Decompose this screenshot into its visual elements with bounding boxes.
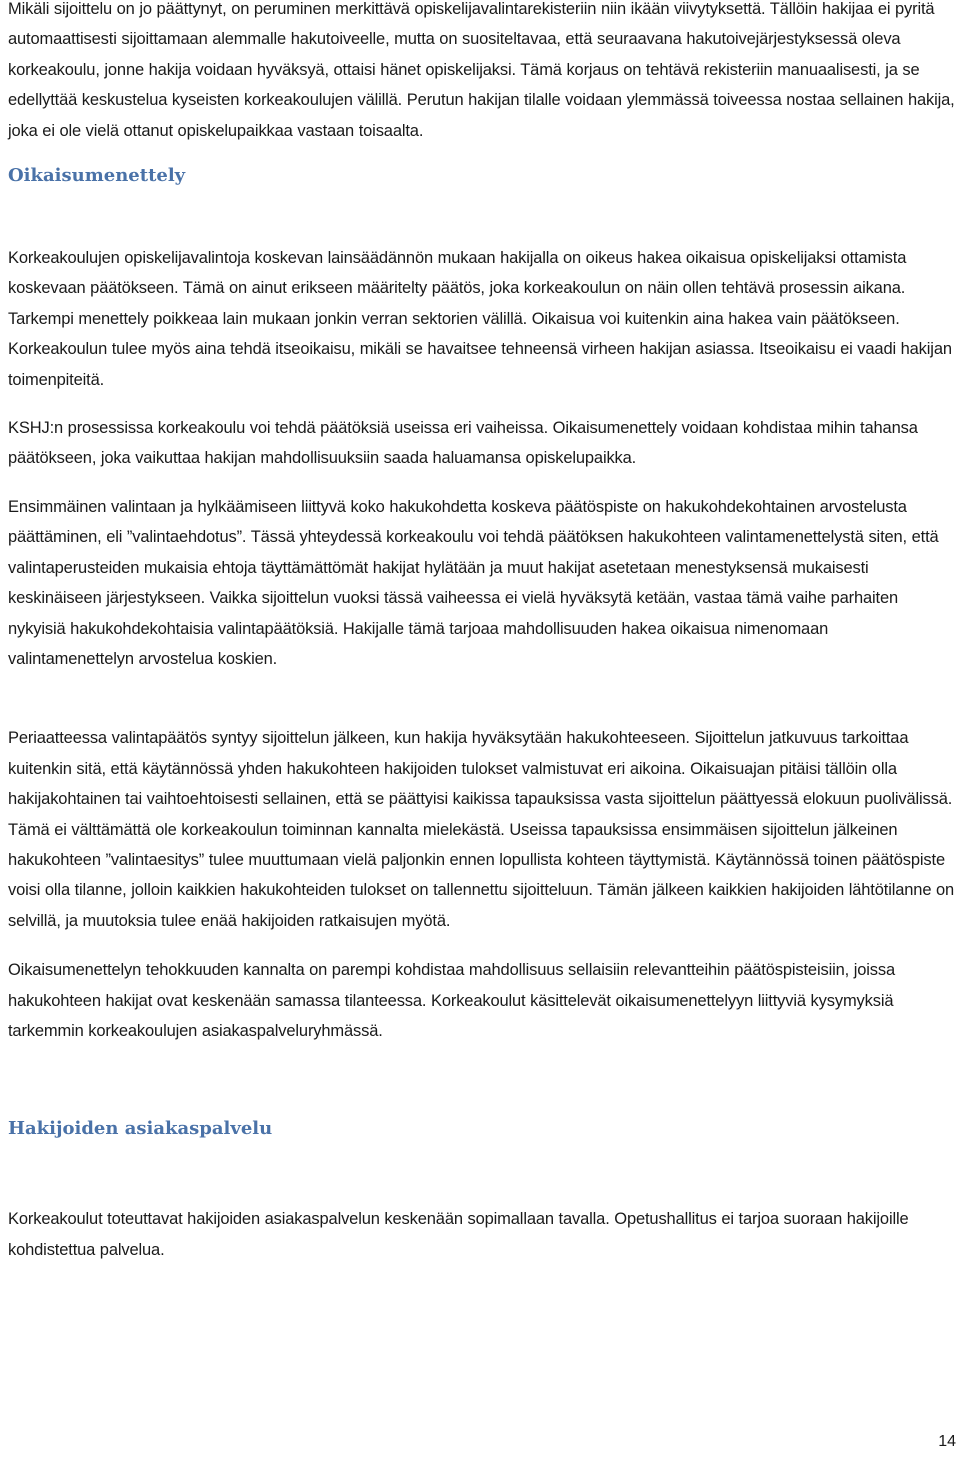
paragraph-oikaisu-legislation: Korkeakoulujen opiskelijavalintoja koskevan lainsäädännön mukaan hakijalla on oikeus hakea oikaisua opiskelijaksi ottamista koskevaan päätökseen. Tämä on ainut erikseen määritelty päätös, joka korkeakoulun on näin ollen tehtävä prosessin aikana. Tarkempi menettely poikkeaa lain mukaan jonkin verran sektorien välillä. Oikaisua voi kuitenkin aina hakea vain päätökseen. Korkeakoulun tulee myös aina tehdä itseoikaisu, mikäli se havaitsee tehneensä virheen hakijan asiassa. Itseoikaisu ei vaadi hakijan toimenpiteitä. <box>8 249 952 389</box>
document-page <box>8 0 958 1265</box>
paragraph-asiakaspalvelu: Korkeakoulut toteuttavat hakijoiden asiakaspalvelun keskenään sopimallaan tavalla. Opetushallitus ei tarjoa suoraan hakijoille kohdistettua palvelua. <box>8 1210 909 1259</box>
page-number: 14 <box>938 1433 956 1450</box>
paragraph-intro: Mikäli sijoittelu on jo päättynyt, on peruminen merkittävä opiskelijavalintarekisteriin niin ikään viivytyksettä. Tällöin hakijaa ei pyritä automaattisesti sijoittamaan alemmalle hakutoiveelle, mutta on suositeltavaa, että seuraavana hakutoivejärjestyksessä oleva korkeakoulu, jonne hakija voidaan hyväksyä, ottaisi hänet opiskelijaksi. Tämä korjaus on tehtävä rekisteriin manuaalisesti, ja se edellyttää keskustelua kyseisten korkeakoulujen välillä. Perutun hakijan tilalle voidaan ylemmässä toiveessa nostaa sellainen hakija, joka ei ole vielä ottanut opiskelupaikkaa vastaan toisaalta. <box>8 0 955 140</box>
paragraph-oikaisu-first-decision: Ensimmäinen valintaan ja hylkäämiseen liittyvä koko hakukohdetta koskeva päätöspiste on hakukohdekohtainen arvostelusta päättäminen, eli ”valintaehdotus”. Tässä yhteydessä korkeakoulu voi tehdä päätöksen hakukohteen valintamenettelystä siten, että valintaperusteiden mukaisia ehtoja täyttämättömät hakijat hylätään ja muut hakijat asetetaan menestyksensä mukaisesti keskinäiseen järjestykseen. Vaikka sijoittelun vuoksi tässä vaiheessa ei vielä hyväksytä ketään, vastaa tämä vaihe parhaiten nykyisiä hakukohdekohtaisia valintapäätöksiä. Hakijalle tämä tarjoaa mahdollisuuden hakea oikaisua nimenomaan valintamenettelyn arvostelua koskien. <box>8 497 939 668</box>
paragraph-oikaisu-kshj: KSHJ:n prosessissa korkeakoulu voi tehdä päätöksiä useissa eri vaiheissa. Oikaisumenettely voidaan kohdistaa mihin tahansa päätökseen, joka vaikuttaa hakijan mahdollisuuksiin saada haluamansa opiskelupaikka. <box>8 419 918 468</box>
heading-hakijoiden-asiakaspalvelu: Hakijoiden asiakaspalvelu <box>8 1118 273 1140</box>
paragraph-oikaisu-efficiency: Oikaisumenettelyn tehokkuuden kannalta on parempi kohdistaa mahdollisuus sellaisiin relevantteihin päätöspisteisiin, joissa hakukohteen hakijat ovat keskenään samassa tilanteessa. Korkeakoulut käsittelevät oikaisumenettelyyn liittyviä kysymyksiä tarkemmin korkeakoulujen asiakaspalveluryhmässä. <box>8 961 895 1040</box>
paragraph-oikaisu-principle: Periaatteessa valintapäätös syntyy sijoittelun jälkeen, kun hakija hyväksytään hakukohteeseen. Sijoittelun jatkuvuus tarkoittaa kuitenkin sitä, että käytännössä yhden hakukohteen hakijoiden tulokset valmistuvat eri aikoina. Oikaisuajan pitäisi tällöin olla hakijakohtainen tai vaihtoehtoisesti sellainen, että se päättyisi kaikissa tapauksissa vasta sijoittelun päättyessä elokuun puolivälissä. Tämä ei välttämättä ole korkeakoulun toiminnan kannalta mielekästä. Useissa tapauksissa ensimmäisen sijoittelun jälkeinen hakukohteen ”valintaesitys” tulee muuttumaan vielä paljonkin ennen lopullista kohteen täyttymistä. Käytännössä toinen päätöspiste voisi olla tilanne, jolloin kaikkien hakukohteiden tulokset on tallennettu sijoitteluun. Tämän jälkeen kaikkien hakijoiden lähtötilanne on selvillä, ja muutoksia tulee enää hakijoiden ratkaisujen myötä. <box>8 729 955 930</box>
heading-oikaisumenettely: Oikaisumenettely <box>8 165 186 187</box>
